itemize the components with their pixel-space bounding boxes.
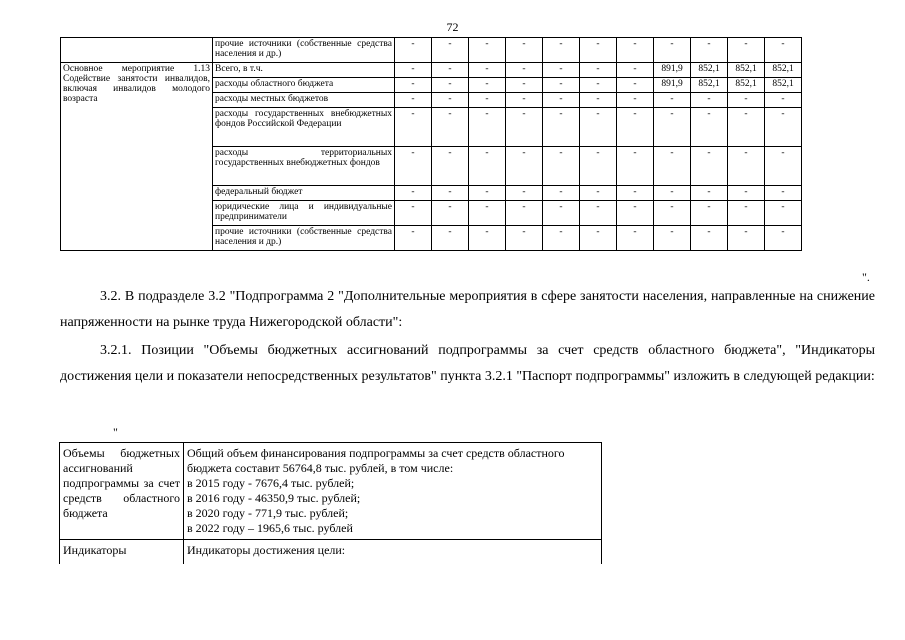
table-cell: - bbox=[654, 147, 691, 186]
table-cell: - bbox=[728, 226, 765, 251]
paragraph-3-2-1: 3.2.1. Позиции "Объемы бюджетных ассигнований подпрограммы за счет средств областного бюджета", "Индикаторы достижения цели и показатели непосредственных результатов" пункта 3.2.1 "Паспорт подпрограммы" изложить в следующей редакции: bbox=[60, 343, 875, 384]
table-cell: - bbox=[395, 108, 432, 147]
table-cell: - bbox=[617, 93, 654, 108]
table-cell: - bbox=[580, 147, 617, 186]
measure-cell bbox=[61, 38, 213, 63]
table-cell: - bbox=[654, 226, 691, 251]
table-cell: - bbox=[691, 147, 728, 186]
table-cell: - bbox=[691, 226, 728, 251]
page-number: 72 bbox=[446, 20, 459, 34]
table-cell: 891,9 bbox=[654, 63, 691, 78]
funding-source: федеральный бюджет bbox=[213, 186, 395, 201]
table-cell: - bbox=[506, 78, 543, 93]
budget-label: Объемы бюджетных ассигнований подпрограммы за счет средств областного бюджета bbox=[60, 443, 184, 540]
table-cell: - bbox=[654, 186, 691, 201]
table-cell: - bbox=[617, 108, 654, 147]
funding-source: прочие источники (собственные средства населения и др.) bbox=[213, 38, 395, 63]
funding-source: расходы местных бюджетов bbox=[213, 93, 395, 108]
budget-line: в 2022 году – 1965,6 тыс. рублей bbox=[187, 521, 353, 535]
table-cell: - bbox=[691, 108, 728, 147]
table-cell: - bbox=[580, 108, 617, 147]
budget-line: в 2020 году - 771,9 тыс. рублей; bbox=[187, 506, 349, 520]
table-cell: 852,1 bbox=[765, 78, 802, 93]
table-cell: 852,1 bbox=[691, 78, 728, 93]
table-cell: - bbox=[765, 38, 802, 63]
table-cell: - bbox=[395, 186, 432, 201]
table-row bbox=[61, 38, 802, 63]
table-cell: - bbox=[765, 201, 802, 226]
table-cell: - bbox=[469, 147, 506, 186]
table-cell: - bbox=[543, 108, 580, 147]
indicators-label: Индикаторы bbox=[60, 540, 184, 565]
table-cell: - bbox=[469, 108, 506, 147]
table-cell: - bbox=[506, 93, 543, 108]
table-cell: - bbox=[580, 38, 617, 63]
budget-line: в 2016 году - 46350,9 тыс. рублей; bbox=[187, 491, 361, 505]
table-cell: - bbox=[654, 108, 691, 147]
table-cell: - bbox=[395, 93, 432, 108]
budget-line: в 2015 году - 7676,4 тыс. рублей; bbox=[187, 476, 355, 490]
funding-source: Всего, в т.ч. bbox=[213, 63, 395, 78]
funding-table bbox=[60, 37, 802, 251]
paragraph-3-2: 3.2. В подразделе 3.2 "Подпрограмма 2 "Дополнительные мероприятия в сфере занятости населения, направленные на снижение напряженности на рынке труда Нижегородской области": bbox=[60, 289, 875, 330]
table-cell: - bbox=[543, 186, 580, 201]
table-cell: - bbox=[543, 78, 580, 93]
table-cell: - bbox=[543, 201, 580, 226]
table-cell: - bbox=[728, 201, 765, 226]
table-cell: 852,1 bbox=[728, 78, 765, 93]
table-cell: - bbox=[765, 186, 802, 201]
table-cell: - bbox=[543, 63, 580, 78]
table-cell: - bbox=[580, 201, 617, 226]
table-cell: - bbox=[469, 38, 506, 63]
table-cell: - bbox=[617, 38, 654, 63]
passport-table bbox=[59, 442, 602, 564]
table-cell: - bbox=[691, 93, 728, 108]
table-cell: - bbox=[765, 147, 802, 186]
table-cell: - bbox=[617, 226, 654, 251]
funding-source: прочие источники (собственные средства населения и др.) bbox=[213, 226, 395, 251]
table-cell: - bbox=[432, 186, 469, 201]
table-cell: 891,9 bbox=[654, 78, 691, 93]
table-cell: - bbox=[506, 201, 543, 226]
table-cell: - bbox=[580, 93, 617, 108]
table-cell: 852,1 bbox=[765, 63, 802, 78]
funding-source: юридические лица и индивидуальные предприниматели bbox=[213, 201, 395, 226]
table-cell: - bbox=[691, 38, 728, 63]
table-cell: - bbox=[432, 63, 469, 78]
table-cell: - bbox=[469, 93, 506, 108]
table-cell: - bbox=[543, 226, 580, 251]
table-cell: - bbox=[765, 93, 802, 108]
table-cell: - bbox=[728, 93, 765, 108]
table-cell: - bbox=[432, 226, 469, 251]
closing-quote: ". bbox=[862, 270, 870, 284]
table-cell: - bbox=[395, 63, 432, 78]
budget-text bbox=[184, 443, 602, 540]
funding-source: расходы территориальных государственных внебюджетных фондов bbox=[213, 147, 395, 186]
budget-line: Общий объем финансирования подпрограммы за счет средств областного бюджета составит 56764,8 тыс. рублей, в том числе: bbox=[187, 446, 565, 475]
table-cell: - bbox=[580, 78, 617, 93]
table-cell: - bbox=[728, 38, 765, 63]
table-cell: - bbox=[469, 201, 506, 226]
table-cell: - bbox=[654, 93, 691, 108]
table-cell: - bbox=[691, 186, 728, 201]
table-cell: - bbox=[395, 226, 432, 251]
indicators-text: Индикаторы достижения цели: bbox=[184, 540, 602, 565]
table-cell: - bbox=[617, 186, 654, 201]
table-cell: - bbox=[469, 226, 506, 251]
opening-quote: " bbox=[113, 425, 118, 439]
table-cell: - bbox=[469, 186, 506, 201]
table-cell: - bbox=[617, 63, 654, 78]
table-cell: - bbox=[506, 226, 543, 251]
table-cell: - bbox=[395, 147, 432, 186]
table-cell: - bbox=[543, 93, 580, 108]
table-cell: - bbox=[617, 78, 654, 93]
table-cell: - bbox=[728, 147, 765, 186]
table-cell: - bbox=[395, 38, 432, 63]
table-cell: - bbox=[432, 78, 469, 93]
table-cell: - bbox=[580, 186, 617, 201]
table-cell: - bbox=[617, 201, 654, 226]
table-cell: - bbox=[506, 186, 543, 201]
table-cell: - bbox=[506, 38, 543, 63]
indicators-row bbox=[60, 540, 602, 565]
table-cell: - bbox=[432, 108, 469, 147]
table-cell: - bbox=[728, 186, 765, 201]
table-cell: - bbox=[469, 63, 506, 78]
table-cell: - bbox=[432, 147, 469, 186]
table-cell: - bbox=[765, 226, 802, 251]
table-cell: - bbox=[506, 108, 543, 147]
table-cell: - bbox=[506, 63, 543, 78]
table-cell: - bbox=[395, 201, 432, 226]
table-cell: 852,1 bbox=[691, 63, 728, 78]
table-cell: - bbox=[654, 201, 691, 226]
table-cell: - bbox=[432, 38, 469, 63]
table-cell: - bbox=[469, 78, 506, 93]
funding-source: расходы областного бюджета bbox=[213, 78, 395, 93]
table-cell: 852,1 bbox=[728, 63, 765, 78]
table-cell: - bbox=[432, 201, 469, 226]
measure-name: Основное мероприятие 1.13 Содействие занятости инвалидов, включая инвалидов молодого возраста bbox=[61, 63, 213, 251]
table-cell: - bbox=[580, 63, 617, 78]
table-cell: - bbox=[617, 147, 654, 186]
table-cell: - bbox=[765, 108, 802, 147]
budget-row bbox=[60, 443, 602, 540]
table-cell: - bbox=[432, 93, 469, 108]
table-cell: - bbox=[580, 226, 617, 251]
table-cell: - bbox=[654, 38, 691, 63]
table-cell: - bbox=[728, 108, 765, 147]
table-row bbox=[61, 63, 802, 78]
table-cell: - bbox=[691, 201, 728, 226]
table-cell: - bbox=[543, 38, 580, 63]
table-cell: - bbox=[395, 78, 432, 93]
table-cell: - bbox=[543, 147, 580, 186]
funding-source: расходы государственных внебюджетных фондов Российской Федерации bbox=[213, 108, 395, 147]
table-cell: - bbox=[506, 147, 543, 186]
